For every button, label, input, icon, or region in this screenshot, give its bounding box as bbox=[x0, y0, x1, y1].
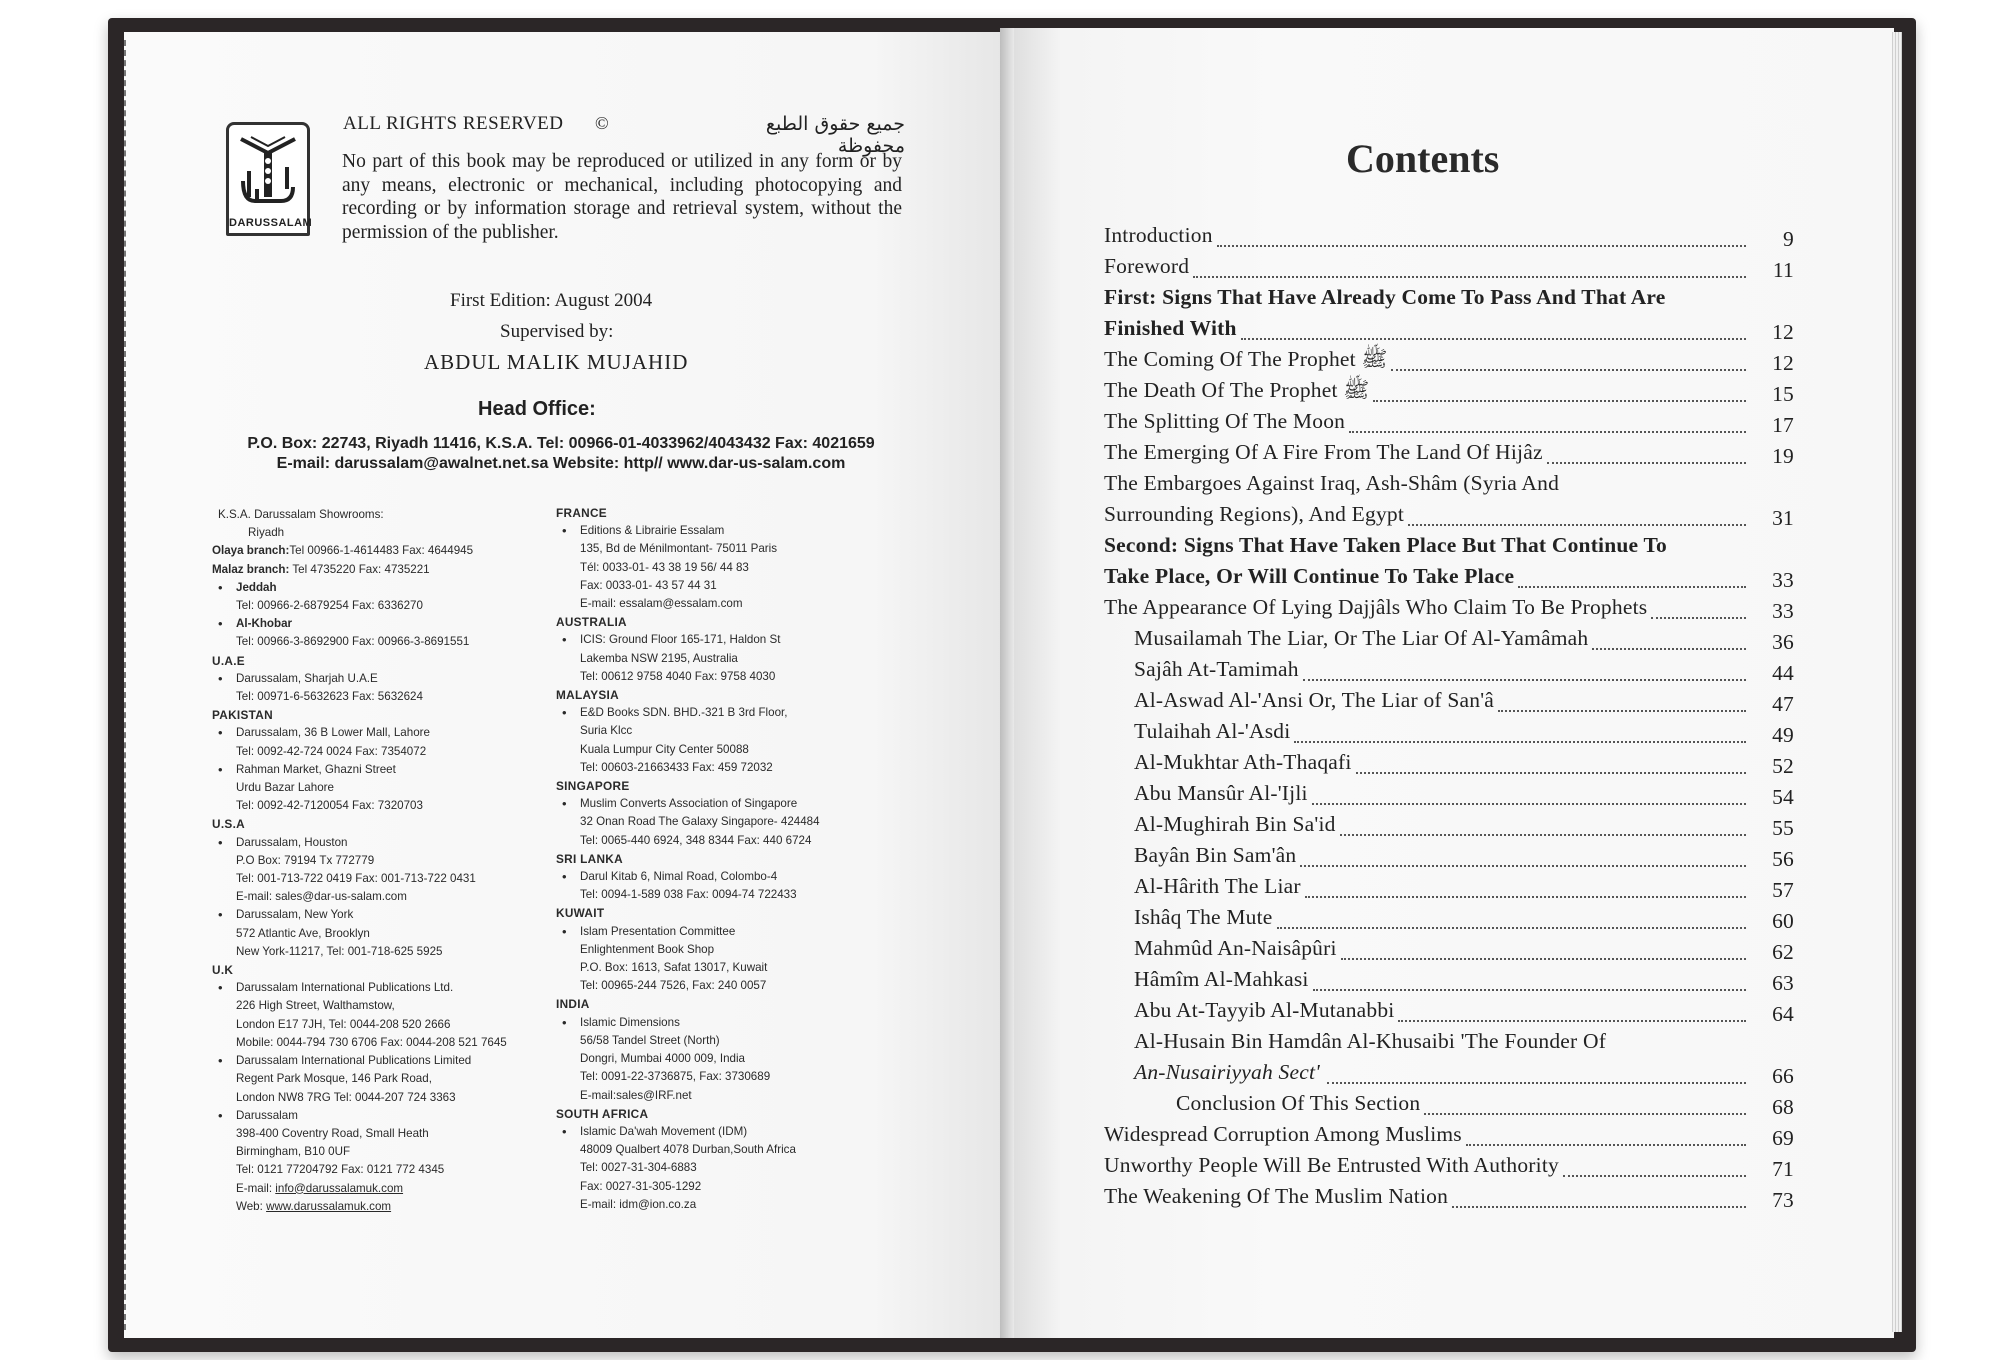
region-heading: FRANCE bbox=[556, 506, 607, 520]
email-label: E-mail: bbox=[236, 1181, 276, 1195]
branch-contact: Regent Park Mosque, 146 Park Road, bbox=[236, 1072, 432, 1086]
branch-contact: Tel: 0092-42-7120054 Fax: 7320703 bbox=[236, 799, 423, 813]
toc-leader-dots bbox=[1651, 615, 1746, 619]
branch-contact: • E&D Books SDN. BHD.-321 B 3rd Floor, bbox=[580, 706, 788, 720]
city-name: • Al-Khobar bbox=[236, 617, 293, 631]
toc-page-number: 73 bbox=[1772, 1188, 1794, 1212]
branch-entry bbox=[556, 522, 896, 613]
web-link[interactable]: www.darussalamuk.com bbox=[266, 1199, 392, 1213]
toc-entry[interactable] bbox=[1104, 718, 1794, 749]
toc-leader-dots bbox=[1356, 770, 1746, 774]
branch-contact: • Rahman Market, Ghazni Street bbox=[236, 762, 396, 776]
branch-entry bbox=[212, 761, 552, 816]
branch-contact bbox=[236, 1198, 552, 1216]
toc-entry-title: First: Signs That Have Already Come To Pass And That Are bbox=[1104, 285, 1666, 309]
branch-entry bbox=[212, 979, 552, 1052]
branch-entry bbox=[556, 1123, 896, 1214]
head-office-heading: Head Office: bbox=[478, 398, 596, 420]
region-heading: PAKISTAN bbox=[212, 708, 273, 723]
toc-page-number: 63 bbox=[1772, 971, 1794, 995]
book-gutter bbox=[1000, 28, 1014, 1338]
branch-contact: Tel 00966-1-4614483 Fax: 4644945 bbox=[289, 544, 474, 558]
branch-contact: • Darussalam, Sharjah U.A.E bbox=[236, 671, 378, 685]
toc-entry-title: Bayân Bin Sam'ân bbox=[1134, 843, 1297, 867]
toc-entry-title: Ishâq The Mute bbox=[1134, 905, 1273, 929]
branch-line bbox=[212, 542, 552, 560]
toc-page-number: 9 bbox=[1783, 227, 1794, 251]
region-heading: SOUTH AFRICA bbox=[556, 1106, 649, 1121]
toc-entry-title: Al-Mughirah Bin Sa'id bbox=[1134, 812, 1336, 836]
toc-entry-title: The Death Of The Prophet ﷺ bbox=[1104, 378, 1370, 402]
toc-entry-title: Second: Signs That Have Taken Place But That Continue To bbox=[1104, 533, 1667, 557]
branch-entry bbox=[212, 615, 552, 651]
toc-entry[interactable] bbox=[1104, 594, 1794, 625]
toc-entry[interactable] bbox=[1104, 749, 1794, 780]
toc-entry-title: Al-Aswad Al-'Ansi Or, The Liar of San'â bbox=[1134, 688, 1495, 712]
logo-emblem-icon bbox=[235, 131, 301, 215]
branch-entry bbox=[556, 631, 896, 686]
toc-leader-dots bbox=[1217, 243, 1746, 247]
toc-leader-dots bbox=[1327, 1080, 1746, 1084]
toc-entry[interactable] bbox=[1104, 470, 1794, 532]
branch-contact: E-mail: idm@ion.co.za bbox=[580, 1197, 697, 1211]
toc-entry-title: Sajâh At-Tamimah bbox=[1134, 657, 1299, 681]
branch-contact bbox=[236, 1180, 552, 1198]
toc-page-number: 64 bbox=[1772, 1002, 1794, 1026]
branch-contact: • ICIS: Ground Floor 165-171, Haldon St bbox=[580, 633, 781, 647]
toc-entry-title: The Weakening Of The Muslim Nation bbox=[1104, 1184, 1449, 1208]
branch-contact: Tel: 00971-6-5632623 Fax: 5632624 bbox=[236, 690, 423, 704]
toc-leader-dots bbox=[1518, 584, 1746, 588]
toc-entry[interactable] bbox=[1104, 873, 1794, 904]
branch-contact: Dongri, Mumbai 4000 009, India bbox=[580, 1052, 745, 1066]
branch-contact: Tel: 00612 9758 4040 Fax: 9758 4030 bbox=[580, 669, 776, 683]
toc-page-number: 44 bbox=[1772, 661, 1794, 685]
branch-entry bbox=[556, 704, 896, 777]
logo-label: DARUSSALAM bbox=[229, 217, 313, 229]
toc-page-number: 36 bbox=[1772, 630, 1794, 654]
copyright-symbol: © bbox=[595, 113, 609, 133]
toc-entry[interactable] bbox=[1104, 780, 1794, 811]
branch-contact: Tel: 00965-244 7526, Fax: 240 0057 bbox=[580, 979, 767, 993]
toc-page-number: 68 bbox=[1772, 1095, 1794, 1119]
toc-entry-title: Surrounding Regions), And Egypt bbox=[1104, 502, 1405, 526]
toc-page-number: 33 bbox=[1772, 599, 1794, 623]
branch-contact: 135, Bd de Ménilmontant- 75011 Paris bbox=[580, 542, 777, 556]
supervised-by-label: Supervised by: bbox=[500, 321, 614, 342]
branch-contact: • Darul Kitab 6, Nimal Road, Colombo-4 bbox=[580, 870, 778, 884]
branch-contact: 572 Atlantic Ave, Brooklyn bbox=[236, 926, 370, 940]
toc-entry[interactable] bbox=[1104, 1183, 1794, 1214]
toc-leader-dots bbox=[1341, 956, 1746, 960]
branch-contact: Tel: 0092-42-724 0024 Fax: 7354072 bbox=[236, 744, 427, 758]
toc-leader-dots bbox=[1424, 1111, 1746, 1115]
toc-leader-dots bbox=[1408, 522, 1746, 526]
region-heading: SRI LANKA bbox=[556, 851, 623, 866]
toc-page-number: 11 bbox=[1772, 258, 1794, 282]
toc-entry[interactable] bbox=[1104, 346, 1794, 377]
branch-contact: Birmingham, B10 0UF bbox=[236, 1145, 351, 1159]
branch-contact: P.O Box: 79194 Tx 772779 bbox=[236, 853, 375, 867]
toc-entry-title: An-Nusairiyyah Sect' bbox=[1134, 1060, 1320, 1084]
toc-entry[interactable] bbox=[1104, 439, 1794, 470]
address-line: P.O. Box: 22743, Riyadh 11416, K.S.A. Tel: 00966-01-4033962/4043432 Fax: 4021659 bbox=[247, 435, 875, 452]
toc-page-number: 52 bbox=[1772, 754, 1794, 778]
toc-page-number: 17 bbox=[1772, 413, 1794, 437]
region-heading: U.K bbox=[212, 963, 234, 978]
branch-contact: Urdu Bazar Lahore bbox=[236, 781, 334, 795]
branch-contact: New York-11217, Tel: 001-718-625 5925 bbox=[236, 944, 443, 958]
toc-page-number: 69 bbox=[1772, 1126, 1794, 1150]
branch-contact: Tel: 00966-3-8692900 Fax: 00966-3-8691551 bbox=[236, 635, 470, 649]
toc-leader-dots bbox=[1241, 336, 1746, 340]
branch-contact: Tel: 00966-2-6879254 Fax: 6336270 bbox=[236, 599, 423, 613]
branch-contact: Mobile: 0044-794 730 6706 Fax: 0044-208 521 7645 bbox=[236, 1035, 507, 1049]
toc-entry[interactable] bbox=[1104, 253, 1794, 284]
toc-entry[interactable] bbox=[1104, 1121, 1794, 1152]
branch-label: Olaya branch: bbox=[212, 544, 290, 558]
toc-page-number: 15 bbox=[1772, 382, 1794, 406]
toc-entry[interactable] bbox=[1104, 222, 1794, 253]
branch-contact: P.O. Box: 1613, Safat 13017, Kuwait bbox=[580, 961, 768, 975]
branch-contact: • Muslim Converts Association of Singapore bbox=[580, 797, 798, 811]
branch-contact: E-mail: essalam@essalam.com bbox=[580, 597, 743, 611]
toc-leader-dots bbox=[1452, 1204, 1746, 1208]
darussalam-logo bbox=[226, 122, 313, 236]
arabic-rights: جميع حقوق الطبع محفوظة bbox=[765, 113, 905, 157]
toc-entry[interactable] bbox=[1104, 997, 1794, 1028]
toc-entry[interactable] bbox=[1104, 284, 1794, 346]
toc-entry-title: Abu Mansûr Al-'Ijli bbox=[1134, 781, 1308, 805]
branch-contact: London E17 7JH, Tel: 0044-208 520 2666 bbox=[236, 1017, 451, 1031]
toc-page-number: 62 bbox=[1772, 940, 1794, 964]
toc-page-number: 57 bbox=[1772, 878, 1794, 902]
branch-contact: • Islamic Da'wah Movement (IDM) bbox=[580, 1124, 748, 1138]
toc-entry-title: Musailamah The Liar, Or The Liar Of Al-Yamâmah bbox=[1134, 626, 1589, 650]
branch-contact: • Darussalam, 36 B Lower Mall, Lahore bbox=[236, 726, 430, 740]
branch-entry bbox=[212, 834, 552, 907]
edition-text: First Edition: August 2004 bbox=[450, 290, 653, 311]
branch-contact: 56/58 Tandel Street (North) bbox=[580, 1033, 720, 1047]
branch-contact: Enlightenment Book Shop bbox=[580, 942, 715, 956]
toc-entry-title: Take Place, Or Will Continue To Take Place bbox=[1104, 564, 1515, 588]
binding-stitch bbox=[124, 40, 126, 1330]
city-name: • Jeddah bbox=[236, 580, 277, 594]
toc-leader-dots bbox=[1592, 646, 1746, 650]
region-heading: INDIA bbox=[556, 997, 590, 1012]
branch-entry bbox=[212, 724, 552, 760]
toc-leader-dots bbox=[1277, 925, 1746, 929]
toc-leader-dots bbox=[1312, 801, 1746, 805]
branch-entry bbox=[212, 670, 552, 706]
toc-entry[interactable] bbox=[1104, 687, 1794, 718]
branch-contact: • Editions & Librairie Essalam bbox=[580, 524, 725, 538]
toc-page-number: 55 bbox=[1772, 816, 1794, 840]
toc-page-number: 33 bbox=[1772, 568, 1794, 592]
branch-contact: Tel: 0027-31-304-6883 bbox=[580, 1161, 697, 1175]
branch-contact: E-mail: sales@dar-us-salam.com bbox=[236, 890, 407, 904]
rights-reserved: ALL RIGHTS RESERVED bbox=[343, 113, 564, 134]
email-link[interactable]: info@darussalamuk.com bbox=[275, 1181, 404, 1195]
toc-page-number: 54 bbox=[1772, 785, 1794, 809]
toc-page-number: 60 bbox=[1772, 909, 1794, 933]
toc-page-number: 12 bbox=[1772, 320, 1794, 344]
toc-page-number: 12 bbox=[1772, 351, 1794, 375]
toc-leader-dots bbox=[1340, 832, 1746, 836]
branch-contact: Fax: 0027-31-305-1292 bbox=[580, 1179, 702, 1193]
branch-contact: Tel: 001-713-722 0419 Fax: 001-713-722 0431 bbox=[236, 872, 476, 886]
branch-entry bbox=[212, 906, 552, 961]
branch-contact: 32 Onan Road The Galaxy Singapore- 424484 bbox=[580, 815, 820, 829]
web-label: Web: bbox=[236, 1199, 267, 1213]
branches-column-2 bbox=[556, 504, 896, 1214]
branch-contact: • Darussalam International Publications Ltd. bbox=[236, 981, 454, 995]
branch-contact: E-mail:sales@IRF.net bbox=[580, 1088, 692, 1102]
toc-entry[interactable] bbox=[1104, 935, 1794, 966]
address-line: E-mail: darussalam@awalnet.net.sa Website: http// www.dar-us-salam.com bbox=[276, 455, 846, 472]
region-heading: U.S.A bbox=[212, 817, 245, 832]
toc-entry[interactable] bbox=[1104, 842, 1794, 873]
branch-contact: 226 High Street, Walthamstow, bbox=[236, 999, 395, 1013]
supervisor-name: ABDUL MALIK MUJAHID bbox=[424, 350, 689, 374]
toc-entry-title: Hâmîm Al-Mahkasi bbox=[1134, 967, 1309, 991]
branches-column-1 bbox=[212, 506, 552, 1216]
toc-leader-dots bbox=[1193, 274, 1746, 278]
page-edges bbox=[1892, 32, 1902, 1332]
toc-leader-dots bbox=[1547, 460, 1746, 464]
branch-entry bbox=[556, 923, 896, 996]
toc-leader-dots bbox=[1391, 367, 1746, 371]
toc-entry-title: Mahmûd An-Naisâpûri bbox=[1134, 936, 1337, 960]
toc-leader-dots bbox=[1300, 863, 1746, 867]
toc-entry-title: Abu At-Tayyib Al-Mutanabbi bbox=[1134, 998, 1395, 1022]
toc-entry[interactable] bbox=[1104, 904, 1794, 935]
toc-page-number: 66 bbox=[1772, 1064, 1794, 1088]
toc-page-number: 56 bbox=[1772, 847, 1794, 871]
contents-title: Contents bbox=[1346, 136, 1500, 181]
toc-page-number: 49 bbox=[1772, 723, 1794, 747]
toc-entry[interactable] bbox=[1104, 408, 1794, 439]
branch-contact: • Islam Presentation Committee bbox=[580, 924, 736, 938]
toc-entry-title: Widespread Corruption Among Muslims bbox=[1104, 1122, 1462, 1146]
region-heading: MALAYSIA bbox=[556, 688, 619, 703]
toc-leader-dots bbox=[1563, 1173, 1746, 1177]
toc-leader-dots bbox=[1303, 677, 1746, 681]
branch-contact: Tel: 0065-440 6924, 348 8344 Fax: 440 6724 bbox=[580, 833, 812, 847]
toc-entry-title: Al-Husain Bin Hamdân Al-Khusaibi 'The Founder Of bbox=[1134, 1029, 1607, 1053]
toc-entry-title: Unworthy People Will Be Entrusted With Authority bbox=[1104, 1153, 1559, 1177]
branch-entry bbox=[556, 1014, 896, 1105]
branch-label: Malaz branch: bbox=[212, 562, 290, 576]
toc-entry[interactable] bbox=[1104, 1090, 1794, 1121]
toc-entry-title: Al-Mukhtar Ath-Thaqafi bbox=[1134, 750, 1352, 774]
toc-page-number: 47 bbox=[1772, 692, 1794, 716]
branch-contact: • Darussalam bbox=[236, 1108, 298, 1122]
toc-entry-title: The Splitting Of The Moon bbox=[1104, 409, 1346, 433]
branch-contact: Kuala Lumpur City Center 50088 bbox=[580, 742, 749, 756]
branch-contact: Lakemba NSW 2195, Australia bbox=[580, 651, 738, 665]
branch-entry bbox=[212, 1052, 552, 1107]
branch-contact: 398-400 Coventry Road, Small Heath bbox=[236, 1126, 429, 1140]
toc-page-number: 31 bbox=[1772, 506, 1794, 530]
toc-entry-title: The Appearance Of Lying Dajjâls Who Claim To Be Prophets bbox=[1104, 595, 1648, 619]
toc-entry[interactable] bbox=[1104, 625, 1794, 656]
branch-line bbox=[212, 561, 552, 579]
toc-entry-title: The Coming Of The Prophet ﷺ bbox=[1104, 347, 1388, 371]
toc-leader-dots bbox=[1313, 987, 1746, 991]
toc-leader-dots bbox=[1305, 894, 1746, 898]
toc-entry[interactable] bbox=[1104, 966, 1794, 997]
toc-leader-dots bbox=[1466, 1142, 1746, 1146]
branch-contact: Fax: 0033-01- 43 57 44 31 bbox=[580, 578, 717, 592]
copyright-notice: No part of this book may be reproduced or utilized in any form or by any means, electronic or mechanical, including photocopying and recording or by information storage and retrieval system, without the permission of the publisher. bbox=[342, 151, 902, 243]
branch-contact: 48009 Qualbert 4078 Durban,South Africa bbox=[580, 1143, 796, 1157]
toc-leader-dots bbox=[1294, 739, 1746, 743]
branch-contact: Tel: 0121 77204792 Fax: 0121 772 4345 bbox=[236, 1163, 445, 1177]
city-name: Riyadh bbox=[248, 526, 285, 540]
region-heading: U.A.E bbox=[212, 653, 245, 668]
toc-entry-title: Foreword bbox=[1104, 254, 1190, 278]
toc-entry-title: Finished With bbox=[1104, 316, 1237, 340]
head-office-address bbox=[216, 434, 906, 474]
toc-entry[interactable] bbox=[1104, 532, 1794, 594]
branch-contact: • Darussalam, Houston bbox=[236, 835, 348, 849]
toc-leader-dots bbox=[1349, 429, 1746, 433]
toc-entry-title: Tulaihah Al-'Asdi bbox=[1134, 719, 1291, 743]
branch-entry bbox=[212, 1107, 552, 1216]
toc-entry-title: Introduction bbox=[1104, 223, 1213, 247]
branch-contact: • Darussalam, New York bbox=[236, 908, 354, 922]
toc-leader-dots bbox=[1373, 398, 1746, 402]
branch-contact: Tel 4735220 Fax: 4735221 bbox=[292, 562, 430, 576]
branch-entry bbox=[212, 579, 552, 615]
branch-contact: • Darussalam International Publications Limited bbox=[236, 1054, 472, 1068]
toc-entry-title: The Embargoes Against Iraq, Ash-Shâm (Syria And bbox=[1104, 471, 1560, 495]
region-heading: AUSTRALIA bbox=[556, 615, 627, 630]
branch-contact: Suria Klcc bbox=[580, 724, 633, 738]
region-heading: SINGAPORE bbox=[556, 779, 630, 794]
toc-entry-title: Conclusion Of This Section bbox=[1176, 1091, 1421, 1115]
branch-contact: Tél: 0033-01- 43 38 19 56/ 44 83 bbox=[580, 560, 749, 574]
toc-page-number: 19 bbox=[1772, 444, 1794, 468]
toc-entry-title: The Emerging Of A Fire From The Land Of Hijâz bbox=[1104, 440, 1543, 464]
toc-entry[interactable] bbox=[1104, 1152, 1794, 1183]
toc-entry[interactable] bbox=[1104, 377, 1794, 408]
branch-entry bbox=[556, 868, 896, 904]
region-heading: K.S.A. Darussalam Showrooms: bbox=[218, 508, 384, 521]
branch-contact: • Islamic Dimensions bbox=[580, 1015, 680, 1029]
toc-leader-dots bbox=[1498, 708, 1746, 712]
region-heading: KUWAIT bbox=[556, 906, 605, 921]
toc-leader-dots bbox=[1398, 1018, 1746, 1022]
toc-entry[interactable] bbox=[1104, 1028, 1794, 1090]
toc-entry-title: Al-Hârith The Liar bbox=[1134, 874, 1301, 898]
toc-entry[interactable] bbox=[1104, 811, 1794, 842]
branch-contact: Tel: 0091-22-3736875, Fax: 3730689 bbox=[580, 1070, 771, 1084]
branch-contact: Tel: 00603-21663433 Fax: 459 72032 bbox=[580, 760, 773, 774]
branch-entry bbox=[556, 795, 896, 850]
branch-contact: London NW8 7RG Tel: 0044-207 724 3363 bbox=[236, 1090, 456, 1104]
branch-contact: Tel: 0094-1-589 038 Fax: 0094-74 722433 bbox=[580, 888, 797, 902]
toc-entry[interactable] bbox=[1104, 656, 1794, 687]
toc-page-number: 71 bbox=[1772, 1157, 1794, 1181]
